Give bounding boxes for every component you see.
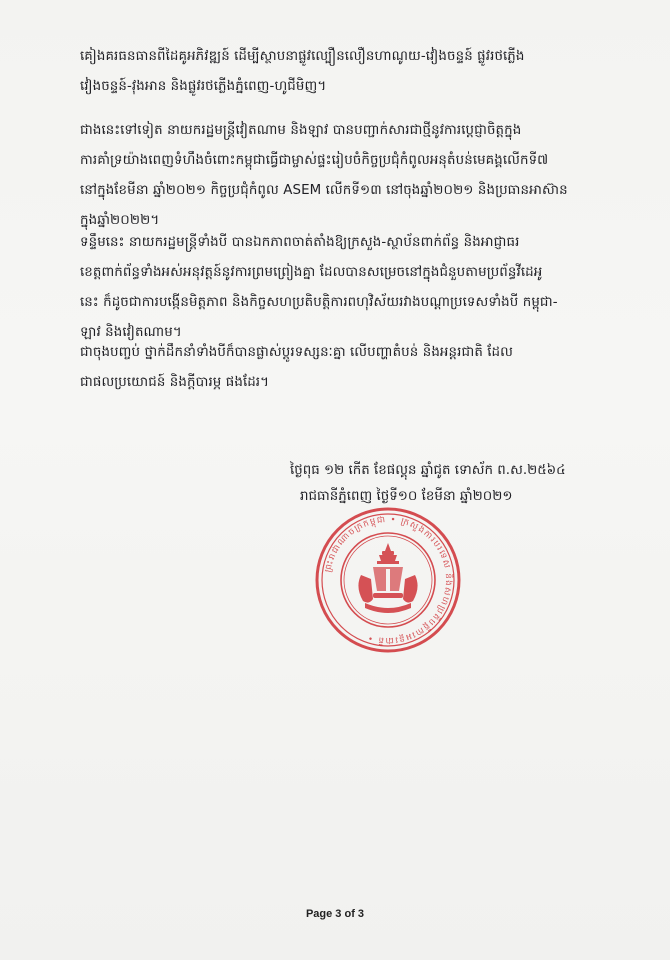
page-number: Page 3 of 3 (305, 908, 365, 920)
date-lunar: ថ្ងៃពុធ ១២ កេីត ខែផល្គុន ឆ្នាំជូត ទោស័ក ព.ស.២៥៦៤ (290, 463, 566, 478)
paragraph-4: ជាចុងបញ្ចប់ ថ្នាក់ដឹកនាំទាំងបីក៏បានផ្លាស់ប្តូរទស្សនៈគ្នា លើបញ្ហាតំបន់ និងអន្តរជាតិ ដែល ជាផលប្រយោជន៍ និងក្តីបារម្ភ ផងដែរ។ (80, 345, 513, 390)
date-solar: រាជធានីភ្នំពេញ ថ្ងៃទី១០ ខែមីនា ឆ្នាំ២០២១ (300, 489, 513, 504)
paragraph-2: ជាងនេះទៅទៀត នាយករដ្ឋមន្ត្រីវៀតណាម និងឡាវ បានបញ្ជាក់សារជាថ្មីនូវការប្តេជ្ញាចិត្តក្នុង ការគាំទ្រយ៉ាងពេញទំហឹងចំពោះកម្ពុជាធ្វើជាម្ចាស់ផ្ទះរៀបចំកិច្ចប្រជុំកំពូលអនុតំបន់មេគង្គលើកទី៧ នៅក្នុងខែមីនា ឆ្នាំ២០២១ កិច្ចប្រជុំកំពូល ASEM លើកទី១៣ នៅចុងឆ្នាំ២០២១ និងប្រធានអាស៊ាន ក្នុងឆ្នាំ២០២២។ (80, 123, 568, 228)
official-seal-stamp (313, 505, 463, 655)
svg-text:ព្រះរាជាណាចក្រកម្ពុជា • ក្រសួង: ព្រះរាជាណាចក្រកម្ពុជា • ក្រសួងការបរទេស និងសហប្រតិបត្តិការអន្តរជាតិ • (323, 514, 454, 646)
paragraph-3: ទន្ទឹមនេះ នាយករដ្ឋមន្ត្រីទាំងបី បានឯកភាពចាត់តាំងឱ្យក្រសួង-ស្ថាប័នពាក់ព័ន្ធ និងអាជ្ញាធរ ខេត្តពាក់ព័ន្ធទាំងអស់អនុវត្តន៍នូវការព្រមព្រៀងគ្នា ដែលបានសម្រេចនៅក្នុងជំនួបតាមប្រព័ន្ធវីដេអូ នេះ ក៏ដូចជាការបង្កើនមិត្តភាព និងកិច្ចសហប្រតិបត្តិការពហុវិស័យរវាងបណ្តាប្រទេសទាំងបី កម្ពុជា- ឡាវ និងវៀតណាម។ (80, 235, 558, 340)
paragraph-1: គៀងគរធនធានពីដៃគូអភិវឌ្ឍន៍ ដើម្បីស្ថាបនាផ្លូវល្បឿនលឿនហាណូយ-វៀងចន្ទន៍ ផ្លូវរថភ្លើង វៀងចន្ទន៍-វុងអាន និងផ្លូវរថភ្លើងភ្នំពេញ-ហូជីមិញ។ (80, 49, 525, 94)
